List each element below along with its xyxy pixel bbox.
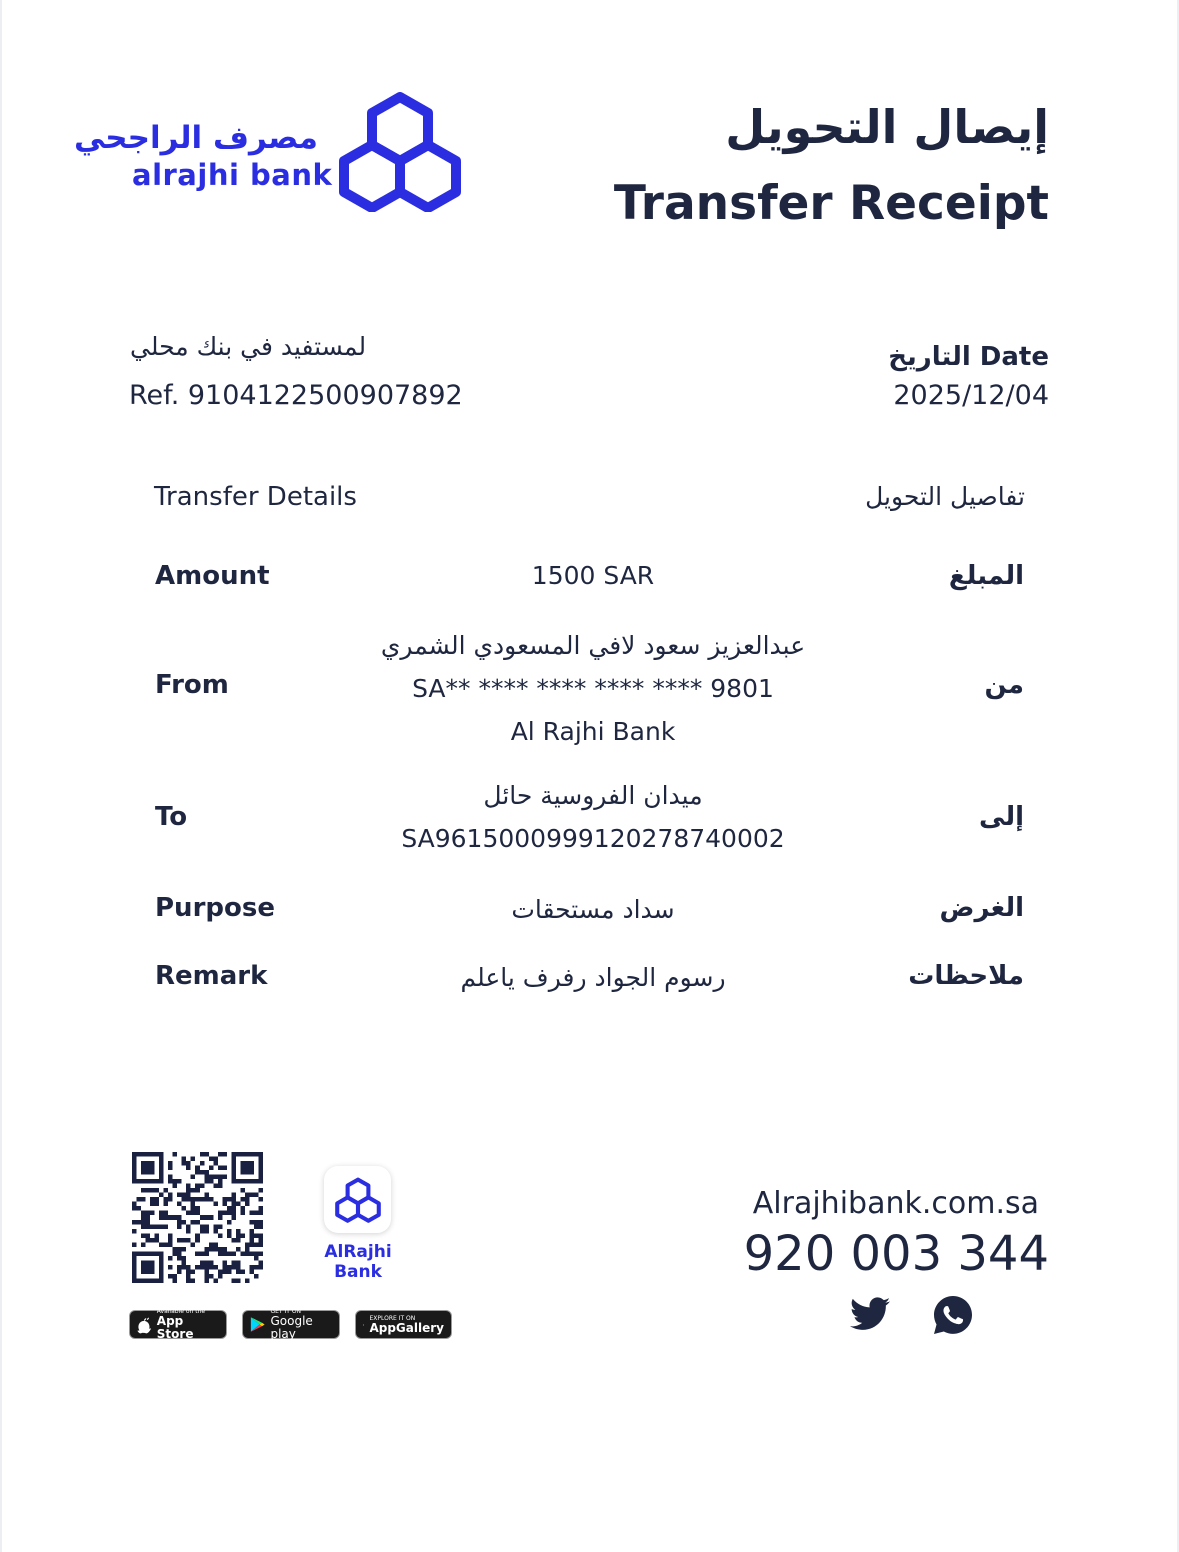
purpose-label-arabic: الغرض <box>939 893 1024 923</box>
receipt-title-english: Transfer Receipt <box>613 176 1049 231</box>
reference-number: Ref. 9104122500907892 <box>129 380 463 411</box>
purpose-label-english: Purpose <box>155 893 275 923</box>
from-value <box>332 624 854 753</box>
to-label-arabic: إلى <box>979 802 1024 832</box>
huawei-icon <box>363 1316 364 1334</box>
app-store-badge[interactable] <box>129 1310 227 1339</box>
amount-label-english: Amount <box>155 561 270 591</box>
google-play-icon <box>250 1315 265 1334</box>
from-label-arabic: من <box>984 670 1024 700</box>
google-play-badge[interactable] <box>242 1310 340 1339</box>
google-play-text: Google play <box>270 1314 313 1341</box>
app-gallery-badge[interactable] <box>355 1310 452 1339</box>
apple-icon <box>137 1316 152 1334</box>
website-link[interactable]: Alrajhibank.com.sa <box>752 1186 1039 1221</box>
google-play-small-text: GET IT ON <box>270 1308 302 1315</box>
alrajhi-app-logo-icon <box>335 1177 381 1223</box>
brand-name-english: alrajhi bank <box>132 158 333 192</box>
beneficiary-iban: SA9615000999120278740002 <box>401 824 785 853</box>
app-name: AlRajhi Bank <box>324 1242 392 1282</box>
purpose-text: سداد مستحقات <box>511 895 675 924</box>
details-heading-arabic: تفاصيل التحويل <box>865 482 1025 511</box>
transfer-type: لمستفيد في بنك محلي <box>130 332 367 361</box>
app-gallery-text: AppGallery <box>369 1320 444 1335</box>
sender-bank: Al Rajhi Bank <box>510 717 676 746</box>
twitter-icon[interactable] <box>850 1296 890 1332</box>
amount-value <box>332 554 854 597</box>
app-store-small-text: Available on the <box>156 1308 206 1315</box>
amount-label-arabic: المبلغ <box>948 561 1024 591</box>
amount-text: 1500 SAR <box>531 561 655 590</box>
purpose-value <box>332 888 854 931</box>
remark-text: رسوم الجواد رفرف ياعلم <box>460 963 726 992</box>
date-label: التاريخ Date <box>888 342 1049 372</box>
qr-code-icon[interactable] <box>132 1152 263 1283</box>
phone-number[interactable]: 920 003 344 <box>743 1226 1049 1282</box>
whatsapp-icon[interactable] <box>934 1296 972 1334</box>
app-icon[interactable] <box>324 1166 391 1233</box>
alrajhi-logo-mark-icon <box>338 92 462 212</box>
sender-name: عبدالعزيز سعود لافي المسعودي الشمري <box>380 631 806 660</box>
details-heading-english: Transfer Details <box>154 482 357 512</box>
app-store-text: App Store <box>156 1314 194 1341</box>
remark-value <box>332 956 854 999</box>
to-value <box>332 774 854 860</box>
beneficiary-name: ميدان الفروسية حائل <box>483 781 703 810</box>
receipt-title-arabic: إيصال التحويل <box>725 100 1049 154</box>
remark-label-arabic: ملاحظات <box>908 961 1024 991</box>
brand-name-arabic: مصرف الراجحي <box>73 120 318 156</box>
sender-account: SA** **** **** **** **** 9801 <box>412 674 774 703</box>
remark-label-english: Remark <box>155 961 268 991</box>
from-label-english: From <box>155 670 229 700</box>
to-label-english: To <box>155 802 188 832</box>
app-gallery-small-text: EXPLORE IT ON <box>369 1314 416 1322</box>
date-value: 2025/12/04 <box>893 380 1049 411</box>
